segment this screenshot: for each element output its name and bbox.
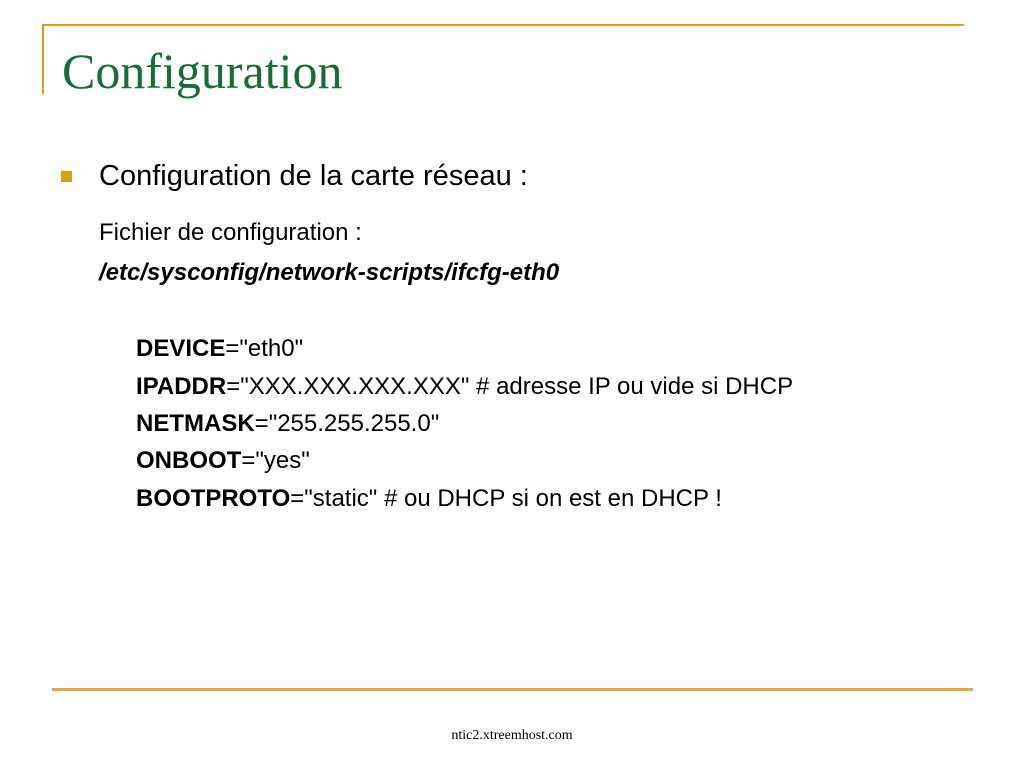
config-line-onboot	[136, 444, 310, 478]
square-bullet-icon	[61, 171, 72, 182]
config-value: ="yes"	[241, 447, 310, 474]
config-key: NETMASK	[136, 410, 255, 437]
config-line-ipaddr	[136, 370, 793, 404]
config-value: ="eth0"	[225, 335, 304, 362]
frame-bottom-rule	[52, 688, 973, 691]
bullet-text: Configuration de la carte réseau :	[99, 160, 528, 192]
slide-title: Configuration	[62, 43, 343, 99]
config-key: IPADDR	[136, 373, 227, 400]
frame-top-rule	[42, 24, 964, 26]
config-key: ONBOOT	[136, 447, 242, 474]
config-line-netmask	[136, 407, 439, 441]
frame-vertical-rule	[42, 24, 44, 94]
config-key: DEVICE	[136, 335, 226, 362]
config-line-device	[136, 332, 303, 366]
sub-heading: Fichier de configuration :	[99, 219, 362, 246]
footer-source: ntic2.xtreemhost.com	[451, 728, 573, 743]
file-path: /etc/sysconfig/network-scripts/ifcfg-eth0	[99, 259, 560, 286]
config-key: BOOTPROTO	[136, 485, 291, 512]
config-value: ="static" # ou DHCP si on est en DHCP !	[290, 485, 722, 512]
config-line-bootproto	[136, 482, 722, 516]
config-value: ="255.255.255.0"	[254, 410, 440, 437]
config-value: ="XXX.XXX.XXX.XXX" # adresse IP ou vide si DHCP	[226, 373, 794, 400]
